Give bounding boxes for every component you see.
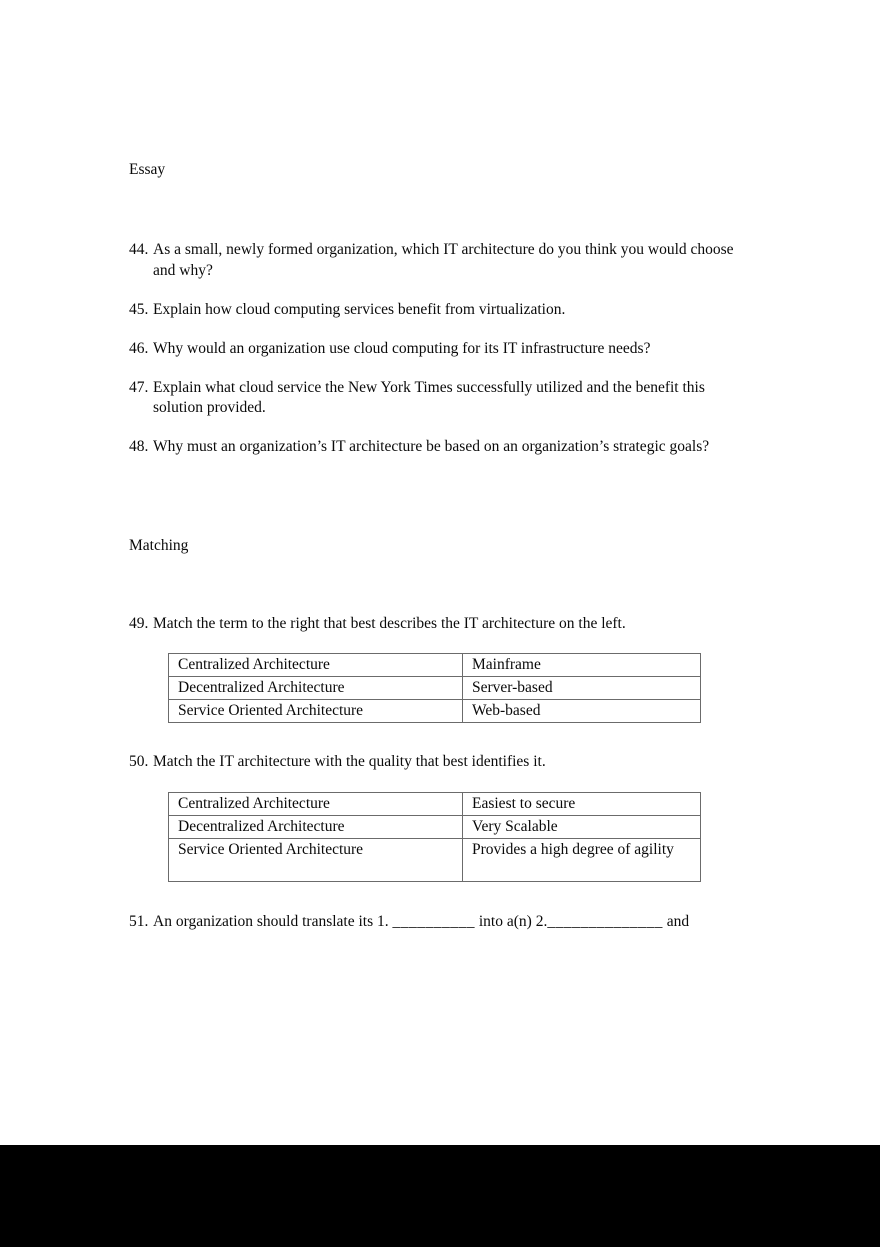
table-row	[169, 654, 701, 677]
table-row	[169, 838, 701, 881]
table-row	[169, 700, 701, 723]
question-number: 46.	[129, 339, 149, 357]
section-heading-matching: Matching	[129, 536, 189, 554]
spacer	[129, 556, 754, 614]
table-cell-quality: Very Scalable	[463, 815, 701, 838]
question-46	[129, 339, 754, 360]
question-text: Explain how cloud computing services benefit from virtualization.	[153, 300, 566, 318]
question-50	[129, 752, 754, 773]
table-cell-term: Mainframe	[463, 654, 701, 677]
spacer	[129, 180, 754, 240]
table-row	[169, 792, 701, 815]
page-content	[129, 160, 754, 932]
question-number: 45.	[129, 300, 149, 318]
table-row	[169, 677, 701, 700]
section-heading-essay: Essay	[129, 161, 166, 178]
table-cell-architecture: Decentralized Architecture	[169, 815, 463, 838]
question-49	[129, 614, 754, 635]
question-text	[153, 912, 754, 933]
table-cell-architecture: Service Oriented Architecture	[169, 838, 463, 881]
table-cell-architecture: Service Oriented Architecture	[169, 700, 463, 723]
question-number: 49.	[129, 614, 149, 632]
fill-in-blank-1[interactable]: __________	[392, 912, 475, 930]
table-cell-architecture: Centralized Architecture	[169, 792, 463, 815]
table-cell-architecture: Decentralized Architecture	[169, 677, 463, 700]
question-45	[129, 300, 754, 321]
fill-in-blank-2[interactable]: ______________	[547, 912, 663, 930]
table-row	[169, 815, 701, 838]
question-number: 51.	[129, 912, 149, 930]
question-text: Match the term to the right that best describes the IT architecture on the left.	[153, 614, 626, 632]
question-47	[129, 378, 754, 419]
question-number: 48.	[129, 438, 149, 455]
question-text: Why must an organization’s IT architecture be based on an organization’s strategic goals?	[153, 438, 710, 455]
fill-in-part-3: and	[666, 912, 690, 930]
matching-table-49	[168, 653, 701, 723]
fill-in-part-1: An organization should translate its 1.	[153, 912, 389, 930]
question-number: 44.	[129, 241, 149, 258]
spacer	[129, 478, 754, 536]
question-number: 47.	[129, 378, 149, 396]
footer-black-bar	[0, 1145, 880, 1247]
table-cell-quality: Easiest to secure	[463, 792, 701, 815]
question-number: 50.	[129, 753, 149, 770]
question-51	[129, 912, 754, 933]
table-cell-quality: Provides a high degree of agility	[463, 838, 701, 881]
table-cell-architecture: Centralized Architecture	[169, 654, 463, 677]
fill-in-part-2: into a(n) 2.	[478, 912, 548, 930]
question-text: Match the IT architecture with the quality that best identifies it.	[153, 753, 546, 770]
question-48	[129, 437, 754, 458]
table-cell-term: Server-based	[463, 677, 701, 700]
question-44	[129, 240, 754, 281]
question-text: Why would an organization use cloud computing for its IT infrastructure needs?	[153, 339, 651, 357]
question-text: Explain what cloud service the New York Times successfully utilized and the benefit this solution provided.	[153, 378, 705, 416]
table-cell-term: Web-based	[463, 700, 701, 723]
matching-table-50	[168, 792, 701, 882]
question-text: As a small, newly formed organization, which IT architecture do you think you would choose and why?	[153, 241, 734, 279]
